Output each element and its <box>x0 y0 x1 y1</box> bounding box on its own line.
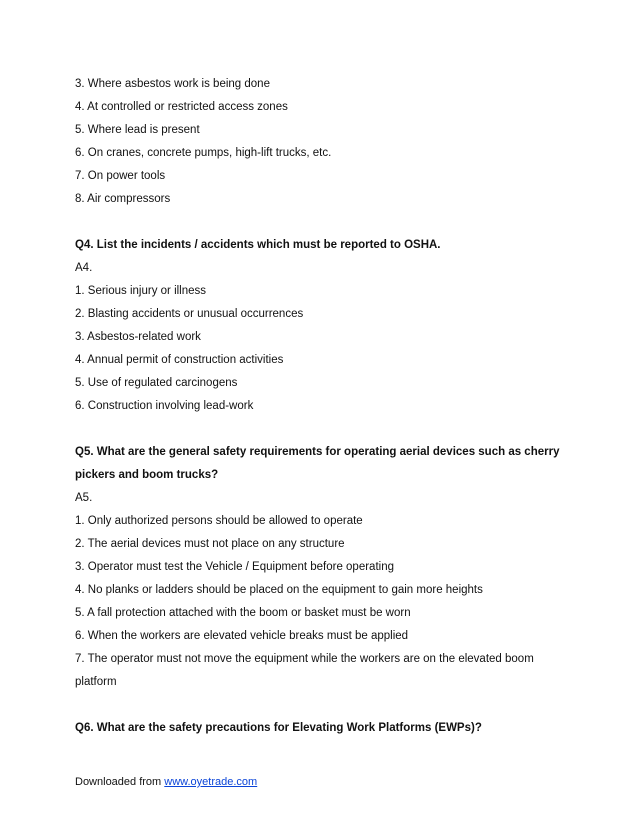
list-item: 3. Asbestos-related work <box>75 331 201 343</box>
list-item: 6. Construction involving lead-work <box>75 400 254 412</box>
list-item: 1. Serious injury or illness <box>75 285 207 297</box>
list-item: 5. Use of regulated carcinogens <box>75 377 238 389</box>
list-item: 5. A fall protection attached with the boom or basket must be worn <box>75 607 411 619</box>
list-item: 3. Where asbestos work is being done <box>75 78 270 90</box>
question-q4: Q4. List the incidents / accidents which must be reported to OSHA. <box>75 239 441 251</box>
answer-label-a5: A5. <box>75 492 93 504</box>
list-item: 6. On cranes, concrete pumps, high-lift trucks, etc. <box>75 147 332 159</box>
list-item: 4. Annual permit of construction activities <box>75 354 284 366</box>
section-spacer <box>75 418 565 441</box>
question-q5-line2: pickers and boom trucks? <box>75 469 219 481</box>
list-item-continuation: platform <box>75 676 117 688</box>
list-item: 1. Only authorized persons should be allowed to operate <box>75 515 363 527</box>
list-item: 2. Blasting accidents or unusual occurrences <box>75 308 304 320</box>
list-item: 8. Air compressors <box>75 193 171 205</box>
question-q5-line1: Q5. What are the general safety requirements for operating aerial devices such as cherry <box>75 446 560 458</box>
section-spacer <box>75 211 565 234</box>
list-item: 7. The operator must not move the equipment while the workers are on the elevated boom <box>75 653 534 665</box>
list-item: 2. The aerial devices must not place on any structure <box>75 538 345 550</box>
list-item: 3. Operator must test the Vehicle / Equipment before operating <box>75 561 394 573</box>
list-item: 6. When the workers are elevated vehicle breaks must be applied <box>75 630 409 642</box>
list-item: 4. No planks or ladders should be placed on the equipment to gain more heights <box>75 584 483 596</box>
page-footer <box>75 774 257 790</box>
question-q6: Q6. What are the safety precautions for Elevating Work Platforms (EWPs)? <box>75 722 482 734</box>
list-item: 7. On power tools <box>75 170 166 182</box>
footer-prefix: Downloaded from <box>75 776 165 788</box>
footer-link[interactable]: www.oyetrade.com <box>164 776 258 788</box>
list-item: 4. At controlled or restricted access zones <box>75 101 288 113</box>
section-spacer <box>75 694 565 717</box>
list-item: 5. Where lead is present <box>75 124 200 136</box>
document-body <box>75 73 565 740</box>
answer-label-a4: A4. <box>75 262 93 274</box>
